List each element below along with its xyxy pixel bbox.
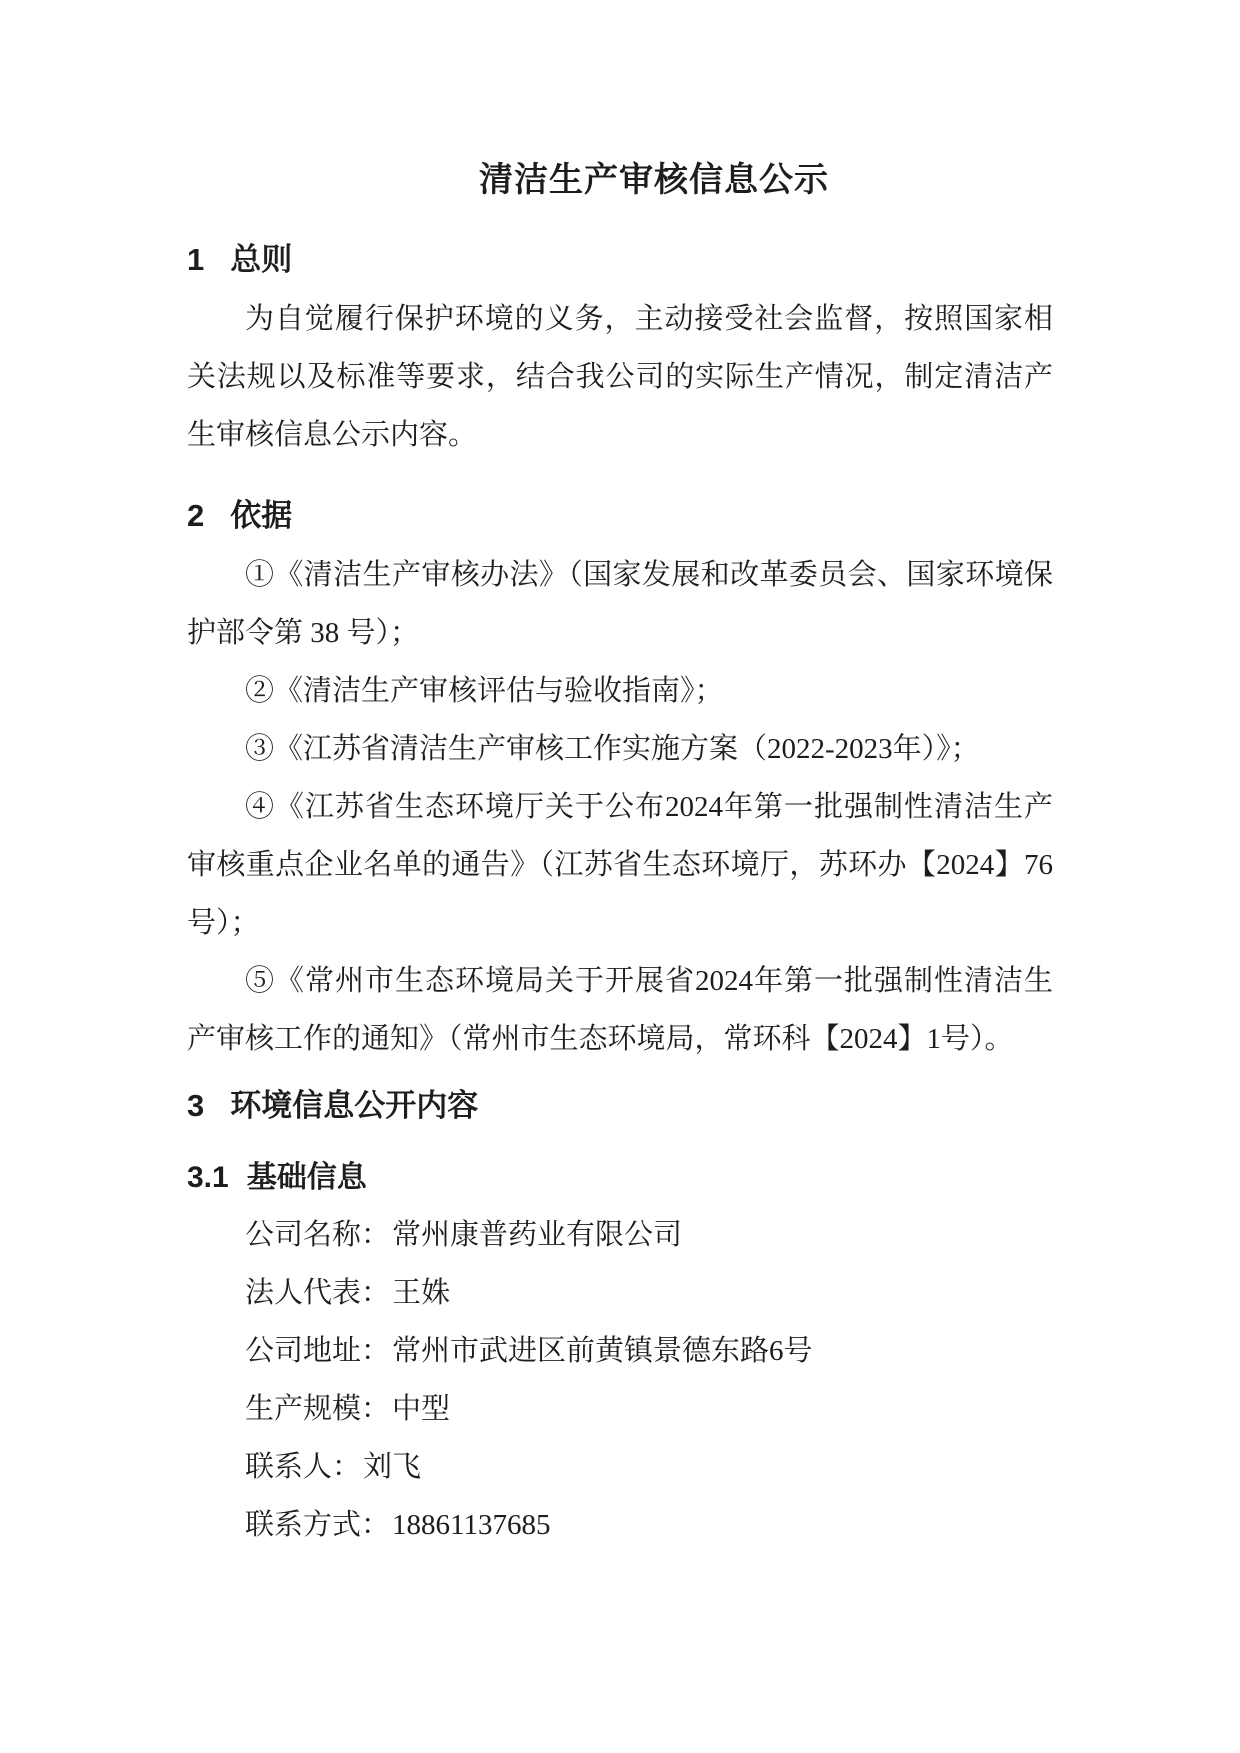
section-3-number: 3 xyxy=(187,1088,205,1123)
section-1-number: 1 xyxy=(187,242,205,277)
reference-item-5: ⑤《常州市生态环境局关于开展省2024年第一批强制性清洁生产审核工作的通知》（常州市生态环境局，常环科【2024】1号）。 xyxy=(187,965,1053,1055)
document-content xyxy=(187,0,1053,1554)
info-row-production-scale xyxy=(187,1380,1053,1438)
section-1-paragraph: 为自觉履行保护环境的义务，主动接受社会监督，按照国家相关法规以及标准等要求，结合我公司的实际生产情况，制定清洁产生审核信息公示内容。 xyxy=(187,303,1053,451)
company-name-value: 常州康普药业有限公司 xyxy=(392,1219,683,1251)
contact-phone-label: 联系方式： xyxy=(245,1509,391,1541)
contact-phone-value: 18861137685 xyxy=(392,1509,551,1541)
reference-item-4: ④《江苏省生态环境厅关于公布2024年第一批强制性清洁生产审核重点企业名单的通告》（江苏省生态环境厅，苏环办【2024】76号）； xyxy=(187,791,1053,939)
production-scale-label: 生产规模： xyxy=(245,1393,391,1425)
reference-item-2: ②《清洁生产审核评估与验收指南》； xyxy=(245,675,724,707)
info-row-company-name xyxy=(187,1206,1053,1264)
section-2-number: 2 xyxy=(187,498,205,533)
section-3-heading-text: 环境信息公开内容 xyxy=(230,1088,479,1123)
info-row-company-address xyxy=(187,1322,1053,1380)
legal-representative-label: 法人代表： xyxy=(245,1277,391,1309)
section-2-heading xyxy=(187,494,1053,538)
section-1-heading-text: 总则 xyxy=(230,242,293,277)
info-row-legal-representative xyxy=(187,1264,1053,1322)
contact-person-label: 联系人： xyxy=(245,1451,362,1483)
info-row-contact-person xyxy=(187,1438,1053,1496)
subsection-3-1-number: 3.1 xyxy=(187,1161,229,1194)
subsection-3-1-heading xyxy=(187,1156,1053,1200)
company-address-value: 常州市武进区前黄镇景德东路6号 xyxy=(392,1335,813,1367)
page-title: 清洁生产审核信息公示 xyxy=(479,161,829,199)
contact-person-value: 刘飞 xyxy=(363,1451,422,1483)
info-row-contact-phone xyxy=(187,1496,1053,1554)
basic-info-block xyxy=(187,1206,1053,1554)
company-name-label: 公司名称： xyxy=(245,1219,391,1251)
reference-item-3: ③《江苏省清洁生产审核工作实施方案（2022-2023年）》； xyxy=(245,733,980,765)
company-address-label: 公司地址： xyxy=(245,1335,391,1367)
section-1-heading xyxy=(187,238,1053,282)
section-2-heading-text: 依据 xyxy=(230,498,293,533)
legal-representative-value: 王姝 xyxy=(392,1277,451,1309)
section-3-heading xyxy=(187,1084,1053,1128)
reference-item-1: ①《清洁生产审核办法》（国家发展和改革委员会、国家环境保护部令第 38 号）； xyxy=(187,559,1053,649)
subsection-3-1-heading-text: 基础信息 xyxy=(246,1161,367,1194)
production-scale-value: 中型 xyxy=(392,1393,451,1425)
reference-list xyxy=(187,546,1053,1068)
